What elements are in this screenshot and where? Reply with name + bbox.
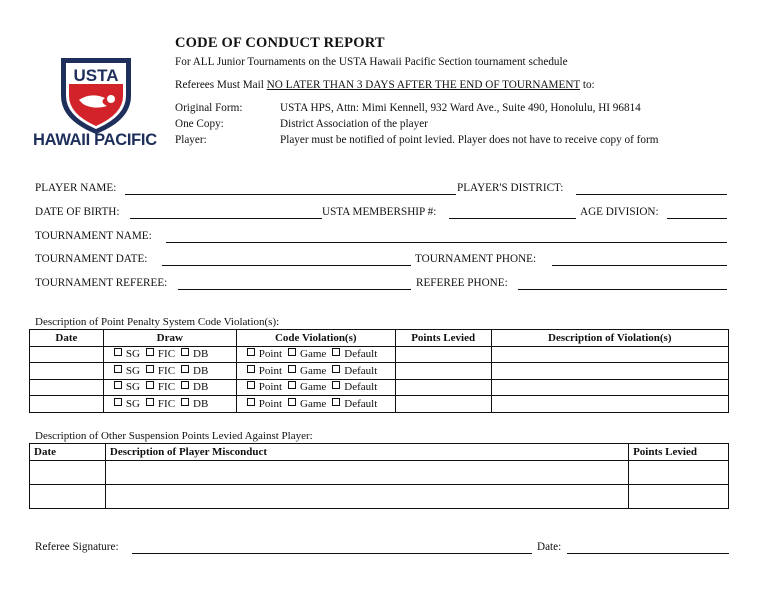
checkbox[interactable] <box>146 398 154 406</box>
checkbox[interactable] <box>288 348 296 356</box>
date-cell[interactable] <box>30 460 106 484</box>
table-row <box>30 396 729 413</box>
checkbox[interactable] <box>332 348 340 356</box>
player-name-label: PLAYER NAME: <box>35 182 117 194</box>
header-misconduct: Description of Player Misconduct <box>105 444 628 461</box>
checkbox[interactable] <box>247 365 255 373</box>
description-cell[interactable] <box>491 396 728 413</box>
checkbox[interactable] <box>181 365 189 373</box>
checkbox[interactable] <box>288 398 296 406</box>
checkbox[interactable] <box>332 365 340 373</box>
table-row <box>30 363 729 380</box>
checkbox[interactable] <box>114 381 122 389</box>
checkbox[interactable] <box>288 365 296 373</box>
distribution-value-0: USTA HPS, Attn: Mimi Kennell, 932 Ward Ave., Suite 490, Honolulu, HI 96814 <box>280 102 641 114</box>
distribution-value-1: District Association of the player <box>280 118 428 130</box>
draw-cell: SG FIC DB <box>103 396 236 413</box>
mail-prefix: Referees Must Mail <box>175 79 267 91</box>
checkbox[interactable] <box>114 348 122 356</box>
points-cell[interactable] <box>395 379 491 396</box>
distribution-label-0: Original Form: <box>175 102 243 114</box>
players-district-field[interactable] <box>576 194 727 195</box>
checkbox[interactable] <box>332 398 340 406</box>
tournament-phone-field[interactable] <box>552 265 727 266</box>
mail-suffix: to: <box>580 79 595 91</box>
header-code-violations: Code Violation(s) <box>236 330 395 347</box>
checkbox[interactable] <box>146 365 154 373</box>
checkbox[interactable] <box>146 348 154 356</box>
points-cell[interactable] <box>395 363 491 380</box>
tournament-date-label: TOURNAMENT DATE: <box>35 253 148 265</box>
form-title: CODE OF CONDUCT REPORT <box>175 35 385 51</box>
violations-table <box>29 329 729 413</box>
points-cell[interactable] <box>629 484 729 508</box>
distribution-value-2: Player must be notified of point levied. Player does not have to receive copy of form <box>280 134 659 146</box>
suspension-header-row <box>30 444 729 461</box>
form-subtitle: For ALL Junior Tournaments on the USTA Hawaii Pacific Section tournament schedule <box>175 56 568 68</box>
date-cell[interactable] <box>30 484 106 508</box>
logo-usta-text: USTA <box>73 66 119 85</box>
checkbox[interactable] <box>181 348 189 356</box>
checkbox[interactable] <box>146 381 154 389</box>
description-cell[interactable] <box>491 363 728 380</box>
checkbox[interactable] <box>181 381 189 389</box>
signature-date-field[interactable] <box>567 553 729 554</box>
checkbox[interactable] <box>114 365 122 373</box>
referee-phone-field[interactable] <box>518 289 727 290</box>
tournament-name-field[interactable] <box>166 242 727 243</box>
misconduct-cell[interactable] <box>105 460 628 484</box>
misconduct-cell[interactable] <box>105 484 628 508</box>
player-name-field[interactable] <box>125 194 456 195</box>
code-cell: Point Game Default <box>236 363 395 380</box>
code-cell: Point Game Default <box>236 346 395 363</box>
code-cell: Point Game Default <box>236 379 395 396</box>
players-district-label: PLAYER'S DISTRICT: <box>457 182 564 194</box>
points-cell[interactable] <box>395 346 491 363</box>
header-date: Date <box>30 444 106 461</box>
checkbox[interactable] <box>247 348 255 356</box>
header-description: Description of Violation(s) <box>491 330 728 347</box>
draw-cell: SG FIC DB <box>103 379 236 396</box>
date-cell[interactable] <box>30 379 104 396</box>
referee-phone-label: REFEREE PHONE: <box>416 277 508 289</box>
table-row <box>30 484 729 508</box>
checkbox[interactable] <box>332 381 340 389</box>
points-cell[interactable] <box>395 396 491 413</box>
age-division-label: AGE DIVISION: <box>580 206 659 218</box>
date-of-birth-label: DATE OF BIRTH: <box>35 206 120 218</box>
violations-header-row <box>30 330 729 347</box>
points-cell[interactable] <box>629 460 729 484</box>
draw-cell: SG FIC DB <box>103 346 236 363</box>
suspension-section-title: Description of Other Suspension Points Levied Against Player: <box>35 430 313 442</box>
tournament-phone-label: TOURNAMENT PHONE: <box>415 253 537 265</box>
tournament-referee-field[interactable] <box>178 289 411 290</box>
description-cell[interactable] <box>491 346 728 363</box>
date-of-birth-field[interactable] <box>130 218 322 219</box>
tournament-date-field[interactable] <box>162 265 411 266</box>
code-cell: Point Game Default <box>236 396 395 413</box>
tournament-name-label: TOURNAMENT NAME: <box>35 230 152 242</box>
usta-membership-label: USTA MEMBERSHIP #: <box>322 206 437 218</box>
logo-hawaii-pacific-text: HAWAII PACIFIC <box>33 131 157 149</box>
suspension-table <box>29 443 729 509</box>
header-points-levied: Points Levied <box>629 444 729 461</box>
header-points-levied: Points Levied <box>395 330 491 347</box>
usta-membership-field[interactable] <box>449 218 576 219</box>
checkbox[interactable] <box>181 398 189 406</box>
draw-cell: SG FIC DB <box>103 363 236 380</box>
mail-deadline: NO LATER THAN 3 DAYS AFTER THE END OF TOURNAMENT <box>266 79 581 91</box>
distribution-label-1: One Copy: <box>175 118 224 130</box>
table-row <box>30 346 729 363</box>
signature-date-label: Date: <box>537 541 562 553</box>
date-cell[interactable] <box>30 346 104 363</box>
description-cell[interactable] <box>491 379 728 396</box>
violations-section-title: Description of Point Penalty System Code Violation(s): <box>35 316 280 328</box>
checkbox[interactable] <box>247 381 255 389</box>
date-cell[interactable] <box>30 396 104 413</box>
age-division-field[interactable] <box>667 218 727 219</box>
header-draw: Draw <box>103 330 236 347</box>
distribution-label-2: Player: <box>175 134 207 146</box>
checkbox[interactable] <box>114 398 122 406</box>
table-row <box>30 379 729 396</box>
mail-instruction <box>175 79 595 91</box>
date-cell[interactable] <box>30 363 104 380</box>
checkbox[interactable] <box>288 381 296 389</box>
table-row <box>30 460 729 484</box>
referee-signature-field[interactable] <box>132 553 532 554</box>
header-date: Date <box>30 330 104 347</box>
checkbox[interactable] <box>247 398 255 406</box>
referee-signature-label: Referee Signature: <box>35 541 119 553</box>
tournament-referee-label: TOURNAMENT REFEREE: <box>35 277 168 289</box>
